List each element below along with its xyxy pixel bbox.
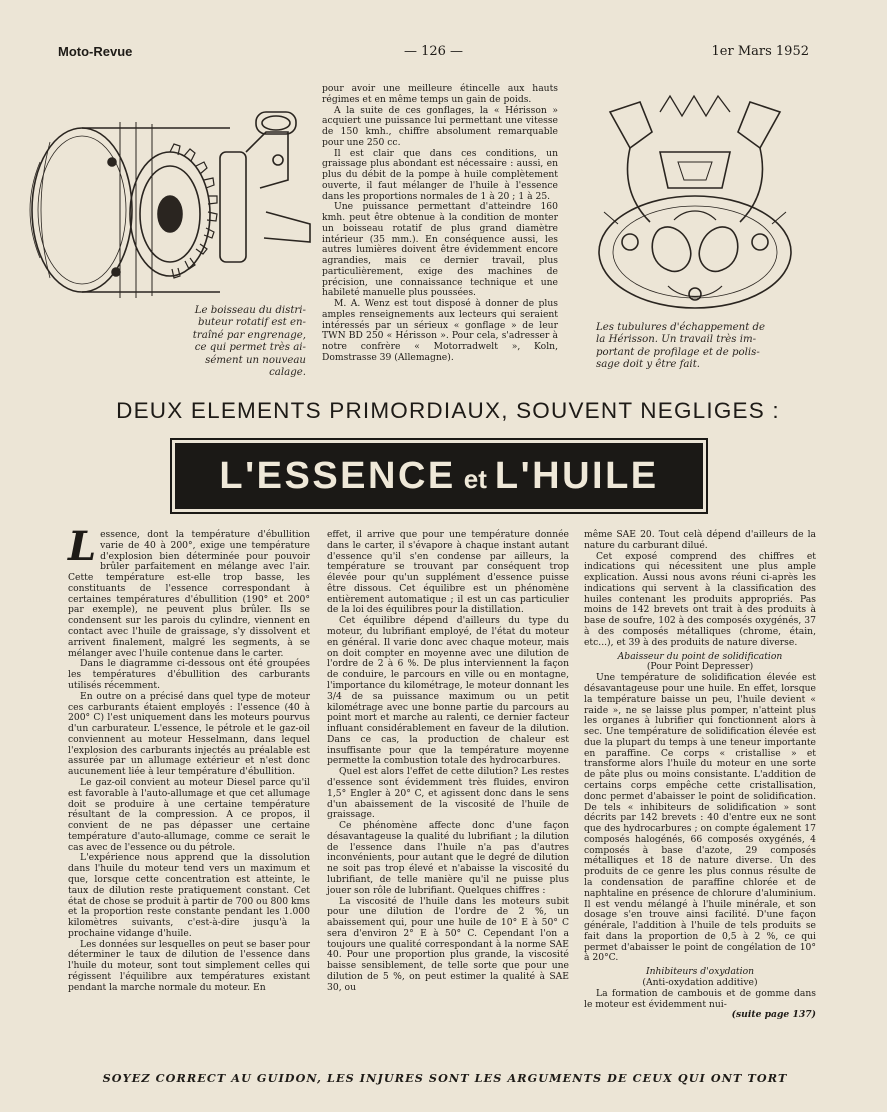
figure-2-caption: Les tubulures d'échappement de la Hérisson. Un travail très im- portant de profilage et de polis- sage doit y être fait. — [596, 322, 766, 371]
continued-article-column: pour avoir une meilleure étincelle aux hauts régimes et en même temps un gain de poids. A la suite de ces gonflages, la « Hérisson » acquiert une puissance lui permettant une vitesse de 150 kmh., chiffre absolument remarquable pour une 250 cc. Il est clair que dans ces conditions, un graissage plus abondant est nécessaire : aussi, en plus du débit de la pompe à huile complètement ouverte, il faut mélanger de l'huile à l'essence dans les proportions normales de 1 à 20 ; 1 à 25. Une puissance permettant d'atteindre 160 kmh. peut être obtenue à la condition de monter un boisseau rotatif de plus grand diamètre intérieur (35 mm.). En conséquence aussi, les autres lumières doivent être évidemment encore agrandies, mais ce dernier travail, plus particulièrement, exige des machines de précision, une connaissance technique et une habileté manuelle plus poussées. M. A. Wenz est tout disposé à donner de plus amples renseignements aux lecteurs qui seraient intéressés par un sérieux « gonflage » de leur TWN BD 250 « Hérisson ». Pour cela, s'adresser à notre confrère « Motorradwelt », Koln, Domstrasse 39 (Allemagne). — [322, 83, 558, 363]
page-header — [58, 44, 809, 64]
continuation-note: (suite page 137) — [731, 1009, 816, 1021]
page-footer-slogan: SOYEZ CORRECT AU GUIDON, LES INJURES SONT LES ARGUMENTS DE CEUX QUI ONT TORT — [102, 1071, 788, 1085]
article-column-1: Lessence, dont la température d'ébullition varie de 40 à 200°, exige une température d'explosion bien déterminée pour pouvoir brûler parfaitement en mélange avec l'air. Cette température est-elle trop basse, les constituants de l'essence correspondant à certaines températures d'ébullition (190° et 200° par exemple), ne peuvent plus brûler. Ils se condensent sur les parois du cylindre, viennent en contact avec l'huile de graissage, s'y dissolvent et arrivent finalement, malgré les segments, à se mélanger avec l'huile contenue dans le carter. Dans le diagramme ci-dessous ont été groupées les températures d'ébullition des carburants utilisés récemment. En outre on a précisé dans quel type de moteur ces carburants étaient employés : l'essence (40 à 200° C) l'est uniquement dans les moteurs pourvus d'un carburateur. L'essence, le pétrole et le gaz-oil conviennent au moteur Hesselmann, dans lequel l'explosion des carburants injectés au préalable est assurée par un allumage extérieur et n'est donc aucunement liée à leur température d'ébullition. Le gaz-oil convient au moteur Diesel parce qu'il est favorable à l'auto-allumage et que cet allumage doit se produire à une certaine température résultant de la compression. A ce propos, il convient de ne pas dépasser une certaine température d'auto-allumage, comme ce serait le cas avec de l'essence ou du pétrole. L'expérience nous apprend que la dissolution dans l'huile du moteur tend vers un maximum et que, lorsque cette concentration est atteinte, le taux de dilution reste pratiquement constant. Cet état de chose se produit à partir de 700 ou 800 kms et la proportion reste constante pendant les 1.000 kilomètres suivants, c'est-à-dire jusqu'à la prochaine vidange d'huile. Les données sur lesquelles on peut se baser pour déterminer le taux de dilution de l'essence dans l'huile du moteur, sont tout simplement celles qui régissent l'équilibre aux températures existant pendant la marche normale du moteur. En — [68, 523, 310, 993]
drop-cap: L — [68, 523, 97, 570]
article-column-3: même SAE 20. Tout celà dépend d'ailleurs de la nature du carburant dilué. Cet exposé comprend des chiffres et indications qui nécessitent une plus ample explication. Aussi nous avons réuni ci-après les indications qui servent à la classification des huiles contenant les produits appropriés. Pas moins de 142 brevets ont trait à des produits à base de soufre, 102 à des composés oxygénés, 37 à des composés métalliques (chrome, étain, etc...), et 39 à des produits de nature diverse. Abaisseur du point de solidification (Pour Point Depresser) Une température de solidification élevée est désavantageuse pour une huile. En effet, lorsque la température baisse un peu, l'huile devient « raide », ne se laisse plus pomper, n'atteint plus les organes à lubrifier qui fonctionnent alors à sec. Une température de solidification élevée est due la plupart du temps à une teneur importante en paraffine. Ce corps « cristallise » et transforme alors l'huile du moteur en une sorte de pâte plus ou moins consistante. L'addition de certains corps empêche cette cristallisation, donc permet d'abaisser le point de solidification. De tels « inhibiteurs de solidification » sont décrits par 142 brevets : 40 d'entre eux ne sont que des hydrocarbures ; on compte également 17 composés halogénés, 66 composés oxygénés, 4 composés à base d'azote, 29 composés métalliques et 18 de nature diverse. Un des produits de ce genre les plus connus résulte de la condensation de paraffine chlorée et de naphtaline en présence de chlorure d'aluminium. Il est vendu mélangé à l'huile minérale, et son dosage s'en trouve ainsi facilité. D'une façon générale, l'addition à l'huile de tels produits se fait dans la proportion de 0,5 à 2 %, ce qui permet d'abaisser le point de congélation de 10° à 20°C. Inhibiteurs d'oxydation (Anti-oxydation additive) La formation de cambouis et de gomme dans le moteur est évidemment nui- (suite page 137) — [584, 529, 816, 1021]
exhaust-ports-illustration — [590, 92, 800, 318]
article-column-2: effet, il arrive que pour une température donnée dans le carter, il s'évapore à chaque instant autant d'essence qu'il s'en condense par ailleurs, la température se trouvant par conséquent trop élevée pour qu'un supplément d'essence puisse être dissous. Cet équilibre est un phénomène entièrement automatique ; il est un cas particulier de la loi des équilibres pour la distillation. Cet équilibre dépend d'ailleurs du type du moteur, du lubrifiant employé, de l'état du moteur en général. Il varie donc avec chaque moteur, mais on doit compter en moyenne avec une dilution de l'ordre de 2 à 6 %. De plus interviennent la façon de conduire, le parcours en ville ou en montagne, l'importance du kilométrage, le moteur donnant les 3/4 de sa puissance maximum ou un petit kilométrage avec une bonne partie du parcours au point mort et marche au ralenti, ce dernier facteur influant considérablement en faveur de la dilution. Dans ce cas, la production de chaleur est insuffisante pour que la température moyenne permette la combustion totale des hydrocarbures. Quel est alors l'effet de cette dilution? Les restes d'essence sont évidemment très fluides, environ 1,5° Engler à 20° C, et agissent donc dans le sens d'un abaissement de la viscosité de l'huile de graissage. Ce phénomène affecte donc d'une façon désavantageuse la qualité du lubrifiant ; la dilution de l'essence dans l'huile n'a pas d'autres inconvénients, pour autant que le degré de dilution ne soit pas trop élevé et n'abaisse la viscosité du lubrifiant, de telle manière qu'il ne puisse plus jouer son rôle de lubrifiant. Quelques chiffres : La viscosité de l'huile dans les moteurs subit pour une dilution de l'ordre de 2 %, un abaissement qui, pour une huile de 10° E à 50° C sera d'environ 2° E à 50° C. Cependant l'on a toujours une qualité correspondant à la norme SAE 40. Pour une proportion plus grande, la viscosité baisse sensiblement, de telle sorte que pour une dilution de 5 %, on peut estimer la qualité à SAE 30, ou — [327, 529, 569, 993]
subheading-oxidation: Inhibiteurs d'oxydation — [645, 966, 755, 978]
subheading-pour-point: Abaisseur du point de solidification — [617, 650, 783, 662]
rotary-valve-illustration — [20, 92, 320, 304]
figure-1-caption: Le boisseau du distri- buteur rotatif est en- traîné par engrenage, ce qui permet très ai- sément un nouveau calage. — [192, 305, 306, 379]
article-title: L'ESSENCE et L'HUILE — [219, 454, 659, 497]
page-number: — 126 — — [403, 44, 464, 59]
issue-date: 1er Mars 1952 — [711, 44, 809, 59]
article-headline: DEUX ELEMENTS PRIMORDIAUX, SOUVENT NEGLIGES : — [116, 398, 780, 423]
article-title-banner — [170, 438, 708, 514]
magazine-title: Moto-Revue — [58, 44, 133, 59]
